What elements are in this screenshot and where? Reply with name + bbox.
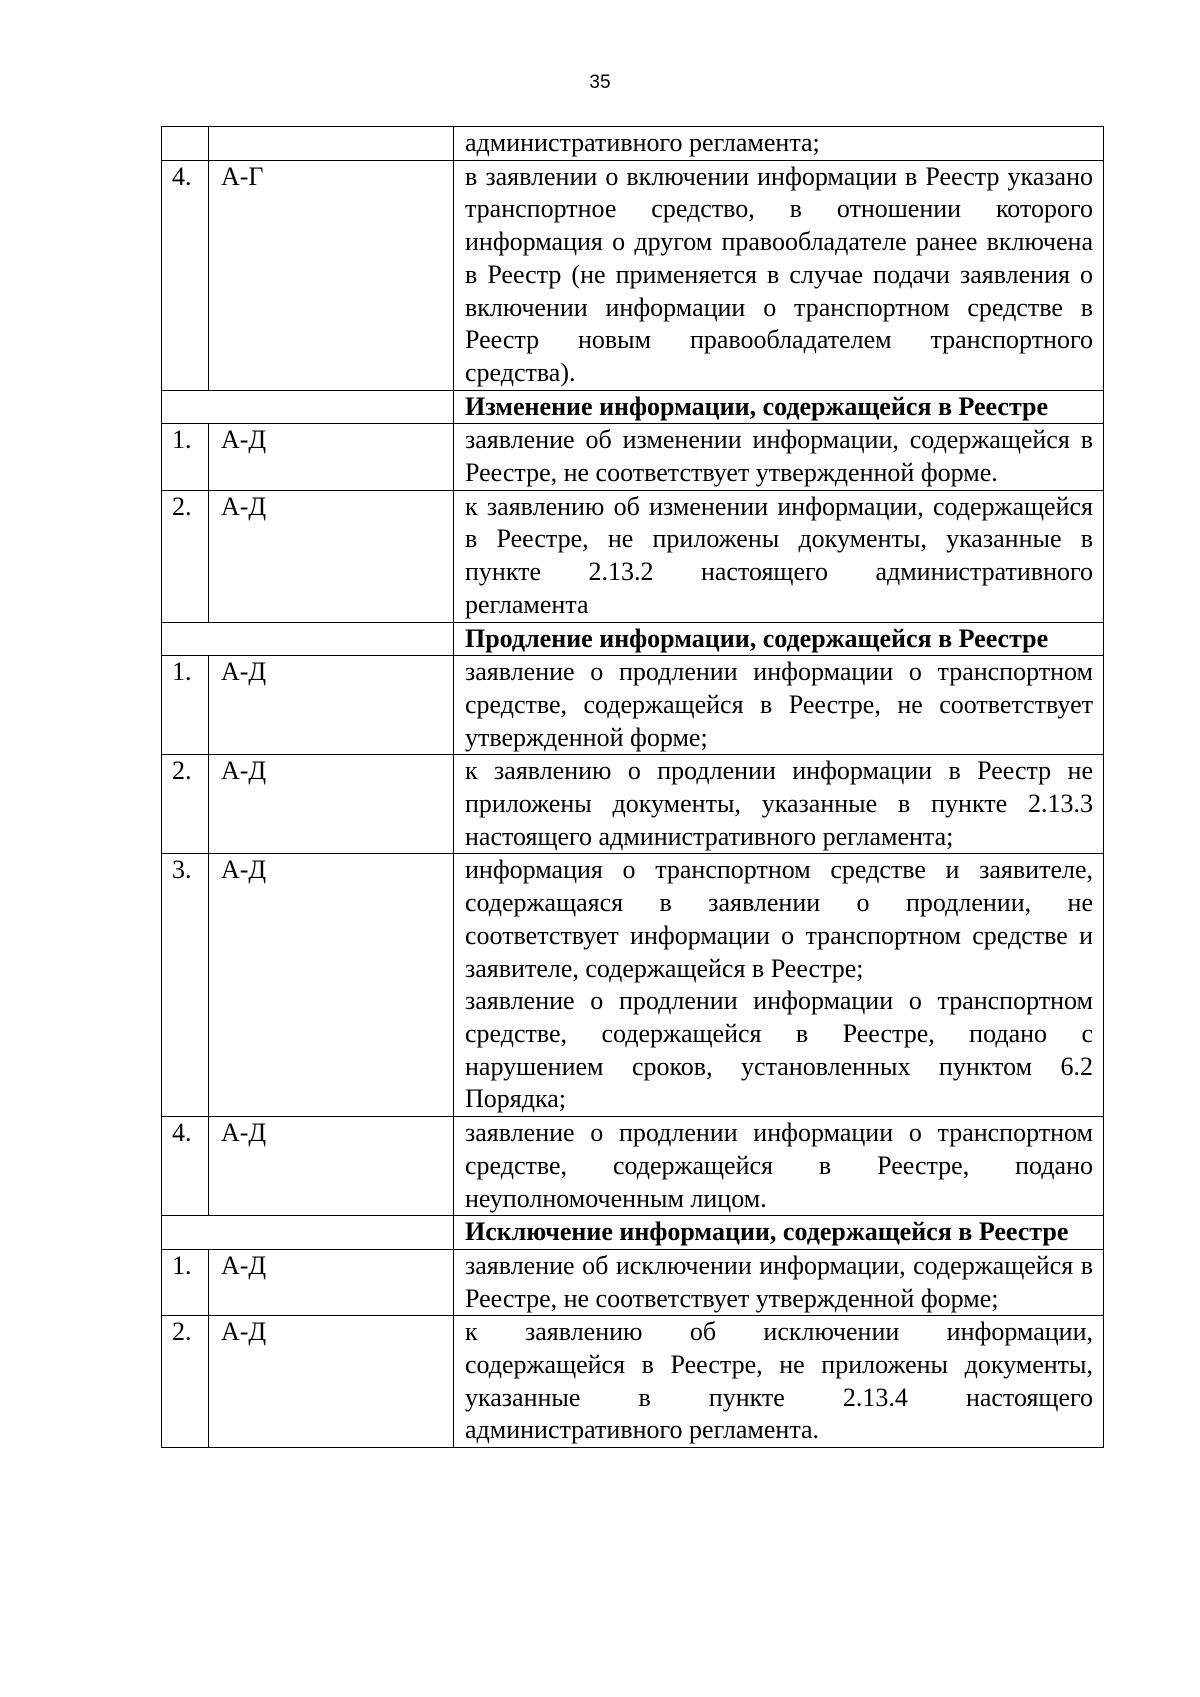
section-heading: Исключение информации, содержащейся в Реестре <box>454 1216 1104 1250</box>
row-code: А-Д <box>209 490 454 622</box>
row-text <box>454 1117 1104 1216</box>
table-row <box>162 1249 1104 1315</box>
row-number <box>162 127 209 161</box>
table-row <box>162 1316 1104 1448</box>
row-code: А-Д <box>209 656 454 755</box>
section-heading: Продление информации, содержащейся в Реестре <box>454 622 1104 656</box>
empty-cell <box>162 1216 454 1250</box>
table-row <box>162 854 1104 1117</box>
row-text-paragraph: заявление о продлении информации о транспортном средстве, содержащейся в Реестре, подано неуполномоченным лицом. <box>465 1118 1093 1213</box>
row-text-paragraph: к заявлению об исключении информации, содержащейся в Реестре, не приложены документы, указанные в пункте 2.13.4 настоящего административного регламента. <box>465 1317 1093 1445</box>
row-text <box>454 1316 1104 1448</box>
row-number: 2. <box>162 1316 209 1448</box>
row-number: 4. <box>162 1117 209 1216</box>
table-row <box>162 424 1104 490</box>
row-text-paragraph: к заявлению о продлении информации в Реестр не приложены документы, указанные в пункте 2.13.3 настоящего административного регламента; <box>465 756 1093 851</box>
table-row <box>162 160 1104 390</box>
row-code: А-Д <box>209 1249 454 1315</box>
table-row <box>162 1117 1104 1216</box>
row-text <box>454 854 1104 1117</box>
row-number: 2. <box>162 755 209 854</box>
row-code: А-Г <box>209 160 454 390</box>
row-text-paragraph: заявление о продлении информации о транспортном средстве, содержащейся в Реестре, не соответствует утвержденной форме; <box>465 657 1093 752</box>
section-heading: Изменение информации, содержащейся в Реестре <box>454 390 1104 424</box>
row-number: 2. <box>162 490 209 622</box>
row-text-paragraph: информация о транспортном средстве и заявителе, содержащаяся в заявлении о продлении, не соответствует информации о транспортном средстве и заявителе, содержащейся в Реестре; <box>465 855 1093 983</box>
section-heading-row <box>162 1216 1104 1250</box>
empty-cell <box>162 390 454 424</box>
row-text-paragraph: заявление об исключении информации, содержащейся в Реестре, не соответствует утвержденной форме; <box>465 1250 1093 1313</box>
section-heading-row <box>162 622 1104 656</box>
row-number: 4. <box>162 160 209 390</box>
table-row <box>162 490 1104 622</box>
row-text <box>454 127 1104 161</box>
row-text <box>454 424 1104 490</box>
row-code: А-Д <box>209 424 454 490</box>
page-number: 35 <box>589 72 611 93</box>
row-code: А-Д <box>209 1117 454 1216</box>
row-text-paragraph: к заявлению об изменении информации, содержащейся в Реестре, не приложены документы, указанные в пункте 2.13.2 настоящего административного регламента <box>465 491 1093 619</box>
table-row <box>162 656 1104 755</box>
row-text-paragraph: административного регламента; <box>465 128 820 157</box>
row-text <box>454 490 1104 622</box>
refusal-grounds-table <box>161 126 1104 1448</box>
row-text-paragraph: заявление об изменении информации, содержащейся в Реестре, не соответствует утвержденной форме. <box>465 425 1093 488</box>
row-text-paragraph: заявление о продлении информации о транспортном средстве, содержащейся в Реестре, подано с нарушением сроков, установленных пунктом 6.2 Порядка; <box>465 986 1093 1114</box>
row-code <box>209 127 454 161</box>
table-body <box>162 127 1104 1448</box>
row-number: 1. <box>162 424 209 490</box>
row-text <box>454 656 1104 755</box>
row-text <box>454 755 1104 854</box>
row-text <box>454 160 1104 390</box>
row-number: 1. <box>162 656 209 755</box>
row-text-paragraph: в заявлении о включении информации в Реестр указано транспортное средство, в отношении которого информация о другом правообладателе ранее включена в Реестр (не применяется в случае подачи заявления о включении информации о транспортном средстве в Реестр новым правообладателем транспортного средства). <box>465 161 1093 387</box>
empty-cell <box>162 622 454 656</box>
table-row <box>162 755 1104 854</box>
row-text <box>454 1249 1104 1315</box>
row-code: А-Д <box>209 1316 454 1448</box>
row-number: 1. <box>162 1249 209 1315</box>
table-row <box>162 127 1104 161</box>
row-code: А-Д <box>209 854 454 1117</box>
row-number: 3. <box>162 854 209 1117</box>
row-code: А-Д <box>209 755 454 854</box>
section-heading-row <box>162 390 1104 424</box>
